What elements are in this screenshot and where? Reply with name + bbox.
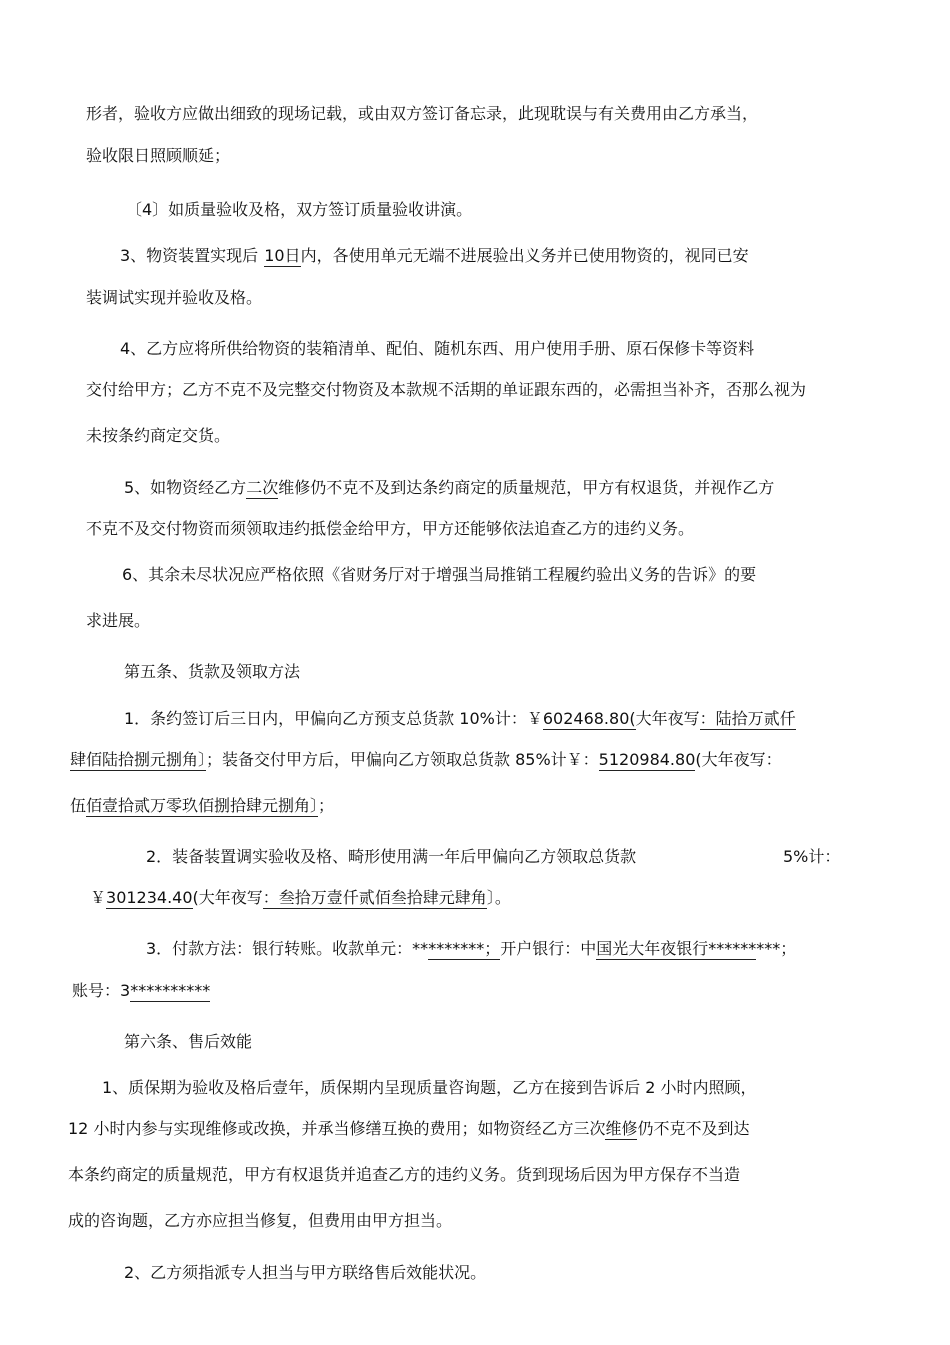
text: 维修仍不克不及到达条约商定的质量规范，甲方有权退货，并视作乙方 [278, 478, 775, 497]
text: 伍 [70, 796, 87, 815]
paragraph-line [783, 846, 840, 868]
text: (大年夜写： [695, 750, 782, 769]
paragraph-line [72, 980, 210, 1002]
paragraph-line [68, 1118, 749, 1140]
paragraph-line [68, 1164, 740, 1186]
text: 2、乙方须指派专人担当与甲方联络售后效能状况。 [124, 1263, 487, 1282]
text: 6、其余未尽状况应严格依照《省财务厅对于增强当局推销工程履约验出义务的告诉》的要 [122, 565, 757, 584]
paragraph-line [86, 145, 230, 167]
text: 不克不及交付物资而须领取违约抵偿金给甲方，甲方还能够依法追查乙方的违约义务。 [86, 519, 695, 538]
text: (大年夜写 [192, 888, 263, 907]
text: ； [318, 796, 335, 815]
paragraph-line [70, 749, 782, 771]
paragraph-line [90, 887, 511, 909]
paragraph-line [70, 795, 334, 817]
text: 仍不克不及到达 [637, 1119, 750, 1138]
text: 验收限日照顾顺延； [86, 146, 231, 165]
paragraph-line [86, 379, 806, 401]
text: 3．付款方法：银行转账。收款单元：** [146, 939, 429, 958]
paragraph-line [124, 708, 796, 730]
paragraph-line [122, 564, 756, 586]
text: 求进展。 [86, 611, 151, 630]
paragraph-line [102, 1077, 757, 1099]
text: 3、物资装置实现后 [120, 246, 259, 265]
text: 4、乙方应将所供给物资的装箱清单、配伯、随机东西、用户使用手册、原石保修卡等资料 [120, 339, 755, 358]
underlined-text: 二次 [246, 478, 279, 497]
section-heading [124, 1031, 252, 1053]
text: 12 小时内参与实现维修或改换，并承当修缮互换的费用；如物资经乙方三次 [68, 1119, 606, 1138]
paragraph-line [86, 287, 262, 309]
underlined-text: ********** [130, 981, 211, 1000]
paragraph-line [86, 425, 230, 447]
text: 1．条约签订后三日内，甲偏向乙方预支总货款 10%计：￥ [124, 709, 543, 728]
underlined-text: 佰壹拾贰万零玖佰捌拾肆元捌角〕 [86, 796, 319, 815]
paragraph-line [86, 103, 758, 125]
underlined-text: 10日 [264, 246, 301, 265]
text: ；装备交付甲方后，甲偏向乙方领取总货款 85%计￥： [206, 750, 599, 769]
text: 本条约商定的质量规范，甲方有权退货并追查乙方的违约义务。货到现场后因为甲方保存不当造 [68, 1165, 741, 1184]
text: 第五条、货款及领取方法 [124, 662, 301, 681]
text: 大年夜写 [635, 709, 700, 728]
paragraph-line [124, 1262, 486, 1284]
text: 交付给甲方；乙方不克不及完整交付物资及本款规不活期的单证跟东西的，必需担当补齐，否那么视为 [86, 380, 807, 399]
text: 〔4〕如质量验收及格，双方签订质量验收讲演。 [126, 200, 473, 219]
text: ***； [756, 939, 797, 958]
text: 第六条、售后效能 [124, 1032, 253, 1051]
paragraph-line [86, 518, 694, 540]
paragraph-line [126, 199, 472, 221]
text: ￥ [90, 888, 107, 907]
text: 成的咨询题，乙方亦应担当修复，但费用由甲方担当。 [68, 1211, 453, 1230]
text: 1、质保期为验收及格后壹年，质保期内呈现质量咨询题，乙方在接到告诉后 2 小时内照顾， [102, 1078, 757, 1097]
underlined-text: ：叁拾万壹仟贰佰叁拾肆元肆角 [262, 888, 487, 907]
text: 未按条约商定交货。 [86, 426, 231, 445]
underlined-text: *******； [428, 939, 501, 958]
paragraph-line [68, 1210, 452, 1232]
paragraph-line [146, 938, 796, 960]
text: 开户银行：中 [500, 939, 597, 958]
text: 5、如物资经乙方 [124, 478, 247, 497]
text: 形者，验收方应做出细致的现场记载，或由双方签订备忘录，此现耽误与有关费用由乙方承当， [86, 104, 759, 123]
underlined-text: 维修 [605, 1119, 638, 1138]
section-heading [124, 661, 300, 683]
text: 装调试实现并验收及格。 [86, 288, 263, 307]
paragraph-line [120, 338, 754, 360]
paragraph-line [124, 477, 774, 499]
paragraph-line [146, 846, 636, 868]
underlined-text: 肆佰陆拾捌元捌角〕 [70, 750, 207, 769]
text: 内，各使用单元无端不进展验出义务并已使用物资的，视同已安 [300, 246, 749, 265]
text: 账号：3 [72, 981, 131, 1000]
underlined-text: ：陆拾万贰仟 [699, 709, 796, 728]
text: 2．装备装置调实验收及格、畸形使用满一年后甲偏向乙方领取总货款 [146, 847, 637, 866]
underlined-text: 国光大年夜银行****** [596, 939, 757, 958]
paragraph-line [86, 610, 150, 632]
text: 〕。 [486, 888, 511, 907]
underlined-text: 602468.80( [542, 709, 636, 728]
text: 5%计： [783, 847, 841, 866]
paragraph-line [120, 245, 749, 267]
underlined-text: 5120984.80 [598, 750, 696, 769]
underlined-text: 301234.40 [106, 888, 193, 907]
